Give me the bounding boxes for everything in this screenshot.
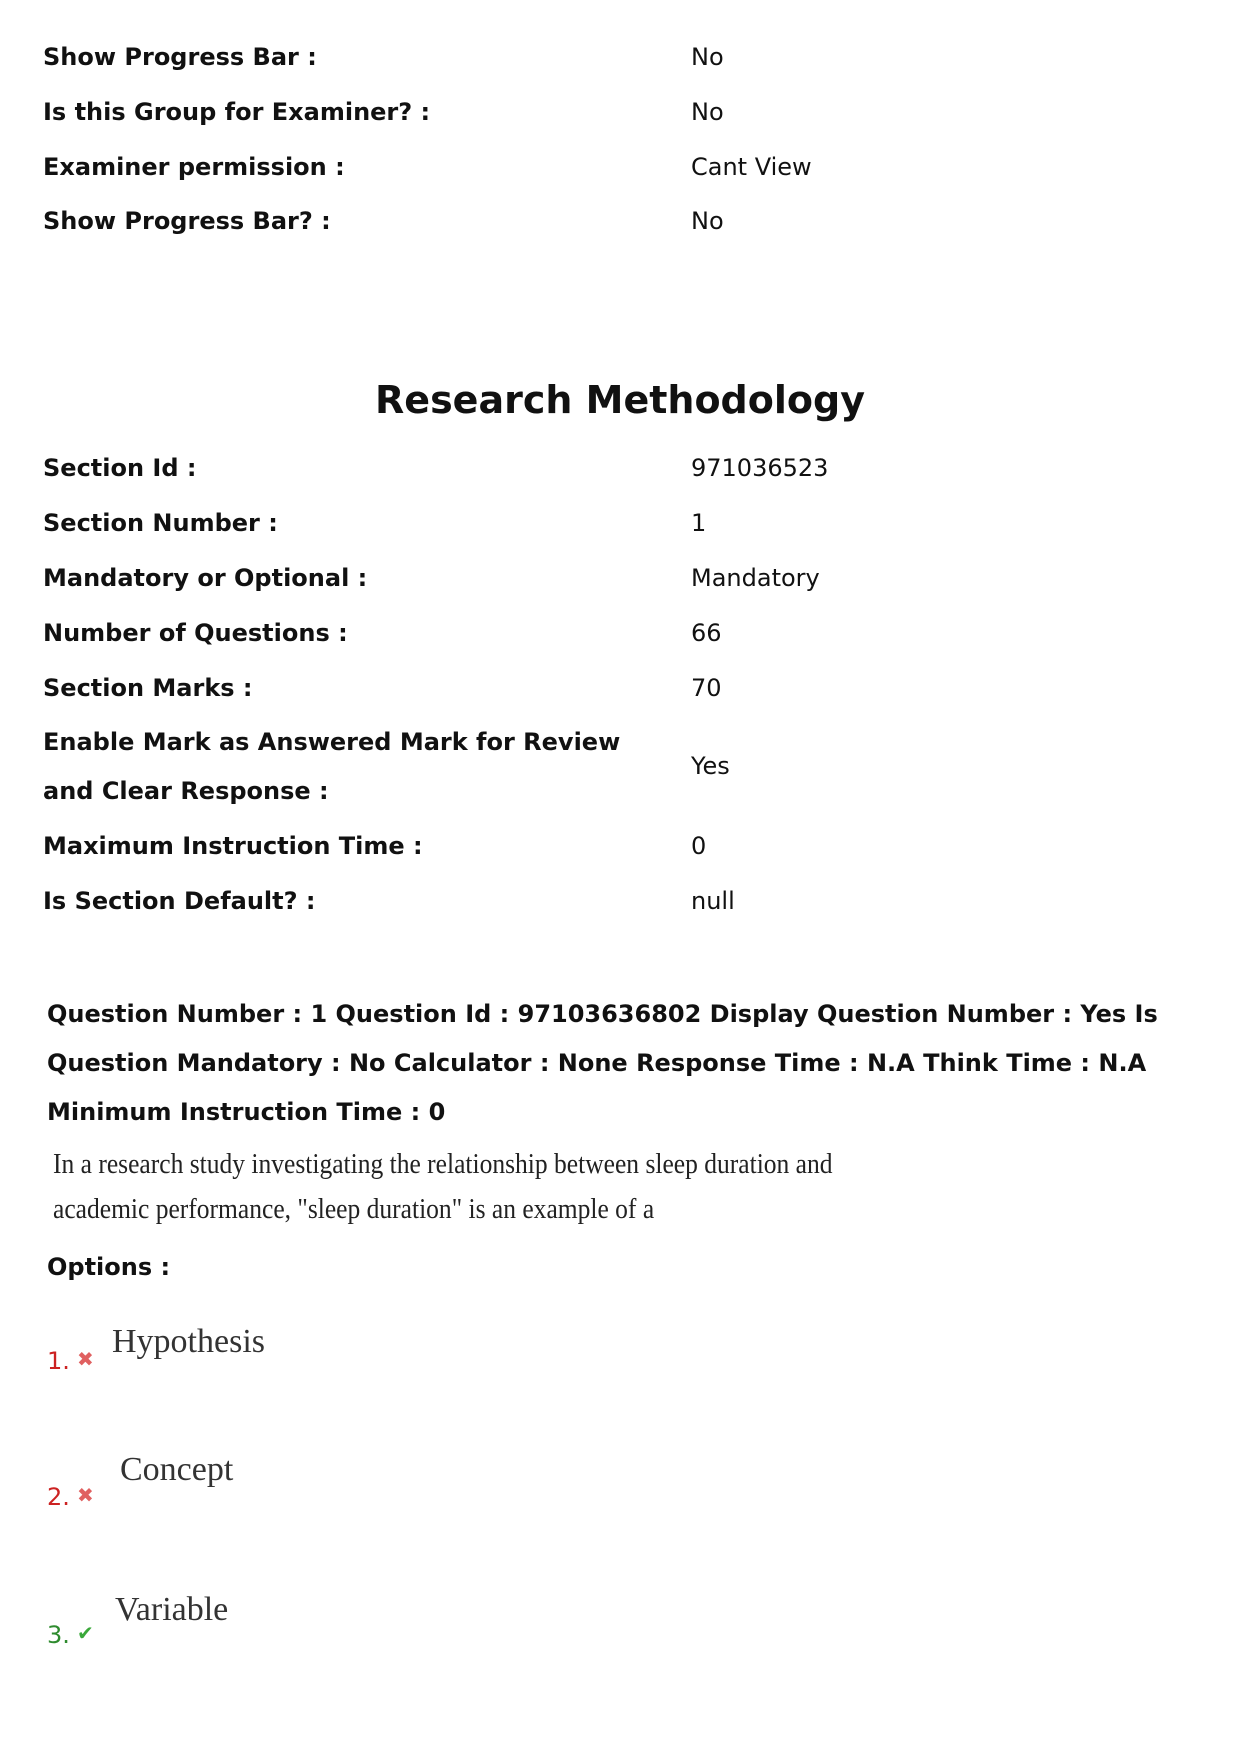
field-label: Is Section Default? : (43, 887, 316, 915)
option-text: Hypothesis (112, 1323, 265, 1360)
option-number: 2. (47, 1483, 70, 1511)
setting-label: Is this Group for Examiner? : (43, 98, 431, 126)
field-value: 70 (691, 674, 722, 702)
cross-icon: ✖ (77, 1347, 94, 1371)
option-number: 1. (47, 1347, 70, 1375)
field-value: null (691, 887, 735, 915)
setting-label: Examiner permission : (43, 153, 345, 181)
section-field-row (43, 718, 1203, 816)
field-label: Mandatory or Optional : (43, 564, 368, 592)
cross-icon: ✖ (77, 1483, 94, 1507)
setting-value: Cant View (691, 153, 812, 181)
option-text: Concept (120, 1451, 234, 1488)
field-value: Yes (691, 752, 730, 780)
section-title: Research Methodology (375, 378, 865, 422)
setting-value: No (691, 207, 724, 235)
field-value: 66 (691, 619, 722, 647)
field-label: Number of Questions : (43, 619, 348, 647)
setting-label: Show Progress Bar : (43, 43, 317, 71)
field-value: 971036523 (691, 454, 829, 482)
setting-value: No (691, 43, 724, 71)
field-value: Mandatory (691, 564, 820, 592)
field-value: 0 (691, 832, 707, 860)
field-label: Section Number : (43, 509, 278, 537)
setting-value: No (691, 98, 724, 126)
setting-label: Show Progress Bar? : (43, 207, 331, 235)
options-label: Options : (47, 1253, 171, 1281)
option-number: 3. (47, 1621, 70, 1649)
field-label: Section Marks : (43, 674, 253, 702)
field-label: Maximum Instruction Time : (43, 832, 423, 860)
field-label: Section Id : (43, 454, 197, 482)
question-text: In a research study investigating the relationship between sleep duration and academic performance, "sleep duration" is an example of a (53, 1148, 833, 1225)
check-icon: ✔ (77, 1621, 94, 1645)
question-meta: Question Number : 1 Question Id : 97103636802 Display Question Number : Yes Is Question Mandatory : No Calculator : None Response Time : N.A Think Time : N.A Minimum Instruction Time : 0 (47, 1000, 1158, 1126)
option-text: Variable (115, 1591, 229, 1628)
field-value: 1 (691, 509, 707, 537)
field-label: Enable Mark as Answered Mark for Review and Clear Response : (43, 728, 621, 805)
